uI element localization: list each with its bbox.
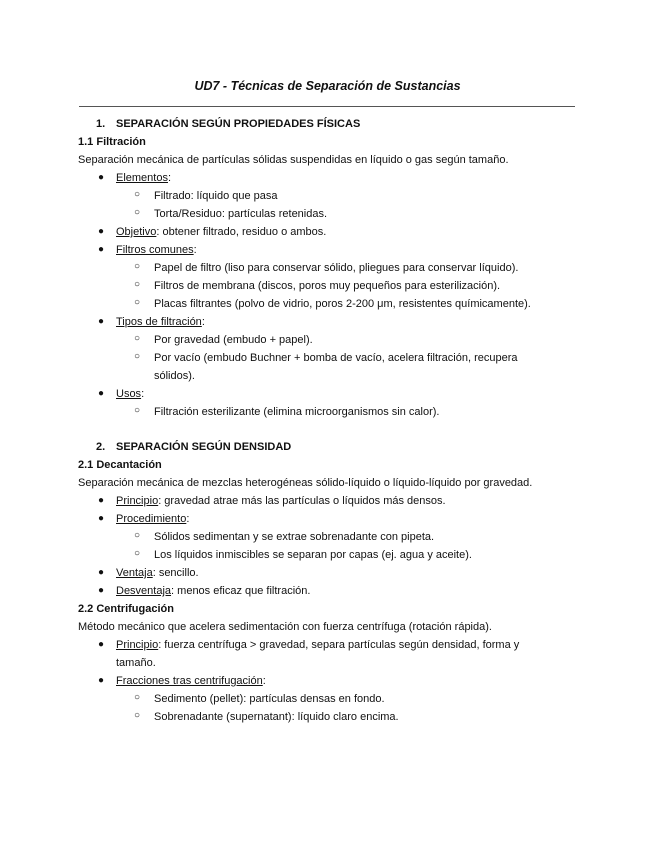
list-item-objetivo: ● Objetivo: obtener filtrado, residuo o ambos. bbox=[78, 223, 578, 241]
circle-bullet-icon: ○ bbox=[134, 207, 141, 218]
list-subitem: ○ Por gravedad (embudo + papel). bbox=[78, 331, 578, 349]
filtracion-description: Separación mecánica de partículas sólidas suspendidas en líquido o gas según tamaño. bbox=[78, 154, 509, 166]
list-item-usos: ● Usos: bbox=[78, 385, 578, 403]
list-item-principio: ● Principio: fuerza centrífuga > gravedad, separa partículas según densidad, forma y bbox=[78, 636, 578, 654]
circle-bullet-icon: ○ bbox=[134, 297, 141, 308]
list-item-filtros: ● Filtros comunes: bbox=[78, 241, 578, 259]
section-2-heading: 2. SEPARACIÓN SEGÚN DENSIDAD bbox=[96, 441, 292, 453]
centrifugacion-description: Método mecánico que acelera sedimentación con fuerza centrífuga (rotación rápida). bbox=[78, 621, 492, 633]
bullet-icon: ● bbox=[98, 244, 105, 255]
list-subitem: ○ Filtros de membrana (discos, poros muy pequeños para esterilización). bbox=[78, 277, 578, 295]
list-subitem: ○ Filtración esterilizante (elimina microorganismos sin calor). bbox=[78, 403, 578, 421]
bullet-icon: ● bbox=[98, 639, 105, 650]
list-item-fracciones: ● Fracciones tras centrifugación: bbox=[78, 672, 578, 690]
bullet-icon: ● bbox=[98, 585, 105, 596]
subsection-centrifugacion: 2.2 Centrifugación bbox=[78, 603, 174, 615]
subsection-filtracion: 1.1 Filtración bbox=[78, 136, 146, 148]
circle-bullet-icon: ○ bbox=[134, 261, 141, 272]
circle-bullet-icon: ○ bbox=[134, 530, 141, 541]
circle-bullet-icon: ○ bbox=[134, 351, 141, 362]
list-subitem: ○ Sedimento (pellet): partículas densas en fondo. bbox=[78, 690, 578, 708]
bullet-icon: ● bbox=[98, 316, 105, 327]
circle-bullet-icon: ○ bbox=[134, 548, 141, 559]
list-subitem: ○ Sobrenadante (supernatant): líquido claro encima. bbox=[78, 708, 578, 726]
list-item-desventaja: ● Desventaja: menos eficaz que filtración. bbox=[78, 582, 578, 600]
bullet-icon: ● bbox=[98, 675, 105, 686]
list-subitem: ○ Placas filtrantes (polvo de vidrio, poros 2-200 μm, resistentes químicamente). bbox=[78, 295, 578, 313]
list-item-continuation: tamaño. bbox=[116, 657, 156, 669]
list-item-principio: ● Principio: gravedad atrae más las partículas o líquidos más densos. bbox=[78, 492, 578, 510]
bullet-icon: ● bbox=[98, 513, 105, 524]
bullet-icon: ● bbox=[98, 495, 105, 506]
list-subitem: ○ Los líquidos inmiscibles se separan por capas (ej. agua y aceite). bbox=[78, 546, 578, 564]
circle-bullet-icon: ○ bbox=[134, 710, 141, 721]
list-subitem: ○ Papel de filtro (liso para conservar sólido, pliegues para conservar líquido). bbox=[78, 259, 578, 277]
decantacion-description: Separación mecánica de mezclas heterogéneas sólido-líquido o líquido-líquido por gravedad. bbox=[78, 477, 533, 489]
list-subitem-continuation: sólidos). bbox=[154, 370, 195, 382]
section-1-heading: 1. SEPARACIÓN SEGÚN PROPIEDADES FÍSICAS bbox=[96, 118, 361, 130]
list-subitem: ○ Por vacío (embudo Buchner + bomba de vacío, acelera filtración, recupera bbox=[78, 349, 578, 367]
bullet-icon: ● bbox=[98, 172, 105, 183]
circle-bullet-icon: ○ bbox=[134, 279, 141, 290]
list-subitem: ○ Filtrado: líquido que pasa bbox=[78, 187, 578, 205]
circle-bullet-icon: ○ bbox=[134, 189, 141, 200]
bullet-icon: ● bbox=[98, 567, 105, 578]
circle-bullet-icon: ○ bbox=[134, 405, 141, 416]
bullet-icon: ● bbox=[98, 388, 105, 399]
subsection-decantacion: 2.1 Decantación bbox=[78, 459, 162, 471]
section-gap bbox=[78, 421, 578, 438]
title-divider bbox=[79, 106, 575, 107]
list-item-procedimiento: ● Procedimiento: bbox=[78, 510, 578, 528]
list-subitem: ○ Torta/Residuo: partículas retenidas. bbox=[78, 205, 578, 223]
list-item-tipos: ● Tipos de filtración: bbox=[78, 313, 578, 331]
circle-bullet-icon: ○ bbox=[134, 333, 141, 344]
document-title: UD7 - Técnicas de Separación de Sustancias bbox=[194, 79, 461, 93]
document-body bbox=[78, 115, 578, 726]
bullet-icon: ● bbox=[98, 226, 105, 237]
list-subitem: ○ Sólidos sedimentan y se extrae sobrenadante con pipeta. bbox=[78, 528, 578, 546]
list-item-ventaja: ● Ventaja: sencillo. bbox=[78, 564, 578, 582]
circle-bullet-icon: ○ bbox=[134, 692, 141, 703]
list-item-elementos: ● Elementos: bbox=[78, 169, 578, 187]
